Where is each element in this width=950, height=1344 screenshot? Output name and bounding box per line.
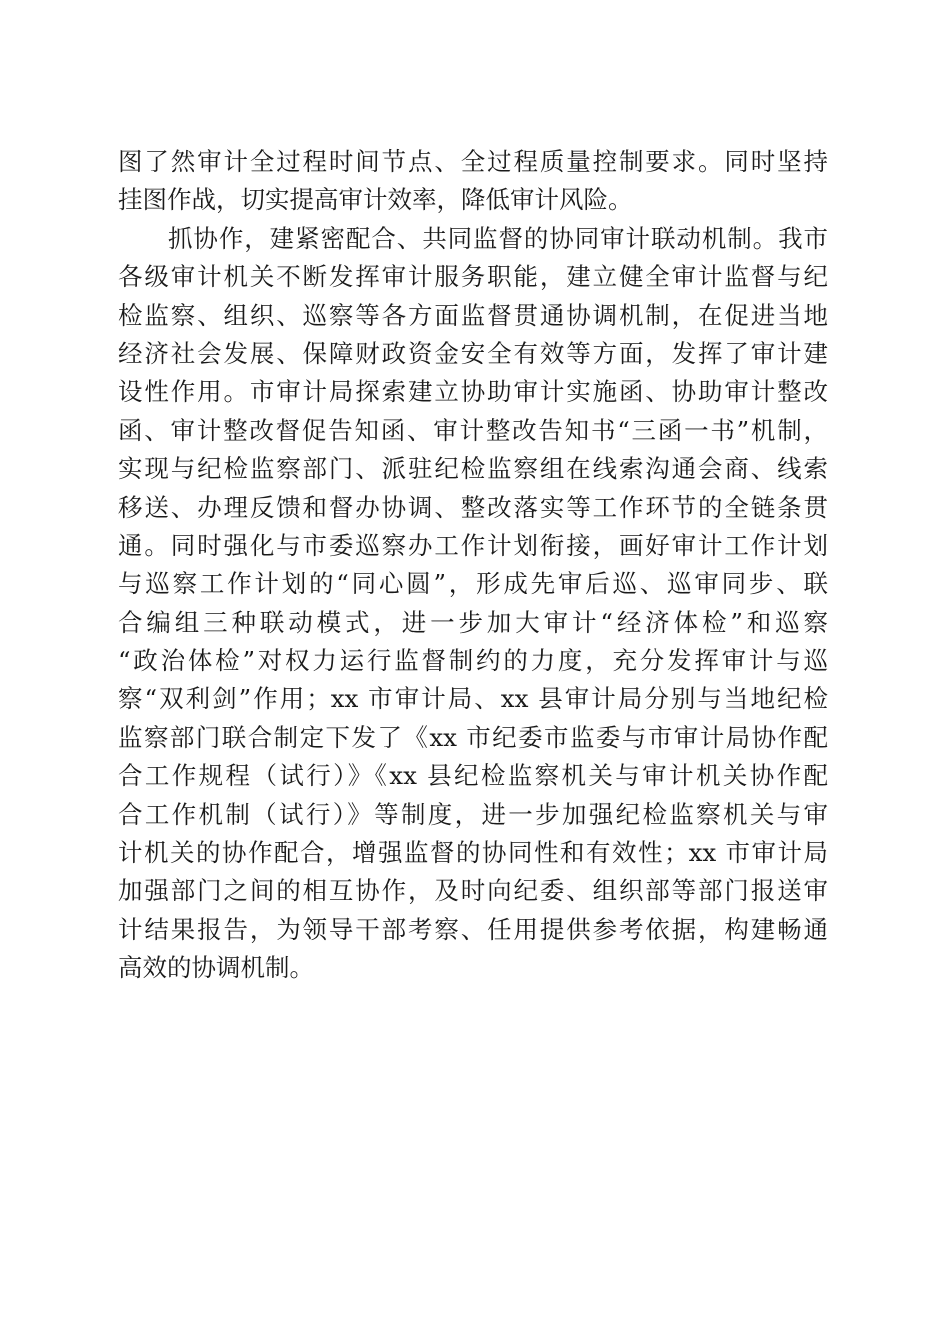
paragraph-line: 挂图作战，切实提高审计效率，降低审计风险。 bbox=[118, 185, 633, 215]
paragraph-line: 实现与纪检监察部门、派驻纪检监察组在线索沟通会商、线索 bbox=[118, 454, 828, 484]
paragraph-line: 函、审计整改督促告知函、审计整改告知书“三函一书”机制， bbox=[118, 415, 828, 445]
paragraph-line: 设性作用。市审计局探索建立协助审计实施函、协助审计整改 bbox=[118, 377, 828, 407]
paragraph-line: “政治体检”对权力运行监督制约的力度，充分发挥审计与巡 bbox=[118, 646, 828, 676]
paragraph-line: 检监察、组织、巡察等各方面监督贯通协调机制，在促进当地 bbox=[118, 300, 828, 330]
paragraph-line: 加强部门之间的相互协作，及时向纪委、组织部等部门报送审 bbox=[118, 876, 828, 906]
paragraph-line: 高效的协调机制。 bbox=[118, 953, 314, 983]
body-text bbox=[118, 143, 828, 988]
paragraph-2 bbox=[118, 220, 828, 988]
paragraph-line: 移送、办理反馈和督办协调、整改落实等工作环节的全链条贯 bbox=[118, 492, 828, 522]
paragraph-line: 合编组三种联动模式，进一步加大审计“经济体检”和巡察 bbox=[118, 607, 828, 637]
paragraph-line: 经济社会发展、保障财政资金安全有效等方面，发挥了审计建 bbox=[118, 338, 828, 368]
paragraph-line: 合工作机制（试行）》等制度，进一步加强纪检监察机关与审 bbox=[118, 799, 828, 829]
paragraph-line: 计结果报告，为领导干部考察、任用提供参考依据，构建畅通 bbox=[118, 914, 828, 944]
paragraph-line: 合工作规程（试行）》《xx 县纪检监察机关与审计机关协作配 bbox=[118, 761, 828, 791]
paragraph-line: 图了然审计全过程时间节点、全过程质量控制要求。同时坚持 bbox=[118, 147, 828, 176]
paragraph-line: 与巡察工作计划的“同心圆”，形成先审后巡、巡审同步、联 bbox=[118, 569, 828, 599]
paragraph-line: 各级审计机关不断发挥审计服务职能，建立健全审计监督与纪 bbox=[118, 262, 828, 292]
paragraph-line: 监察部门联合制定下发了《xx 市纪委市监委与市审计局协作配 bbox=[118, 722, 828, 752]
paragraph-1 bbox=[118, 143, 828, 220]
paragraph-line: 察“双利剑”作用；xx 市审计局、xx 县审计局分别与当地纪检 bbox=[118, 684, 828, 714]
paragraph-line: 计机关的协作配合，增强监督的协同性和有效性；xx 市审计局 bbox=[118, 838, 828, 868]
paragraph-line: 通。同时强化与市委巡察办工作计划衔接，画好审计工作计划 bbox=[118, 530, 828, 560]
paragraph-line: 抓协作，建紧密配合、共同监督的协同审计联动机制。我市 bbox=[168, 223, 828, 253]
